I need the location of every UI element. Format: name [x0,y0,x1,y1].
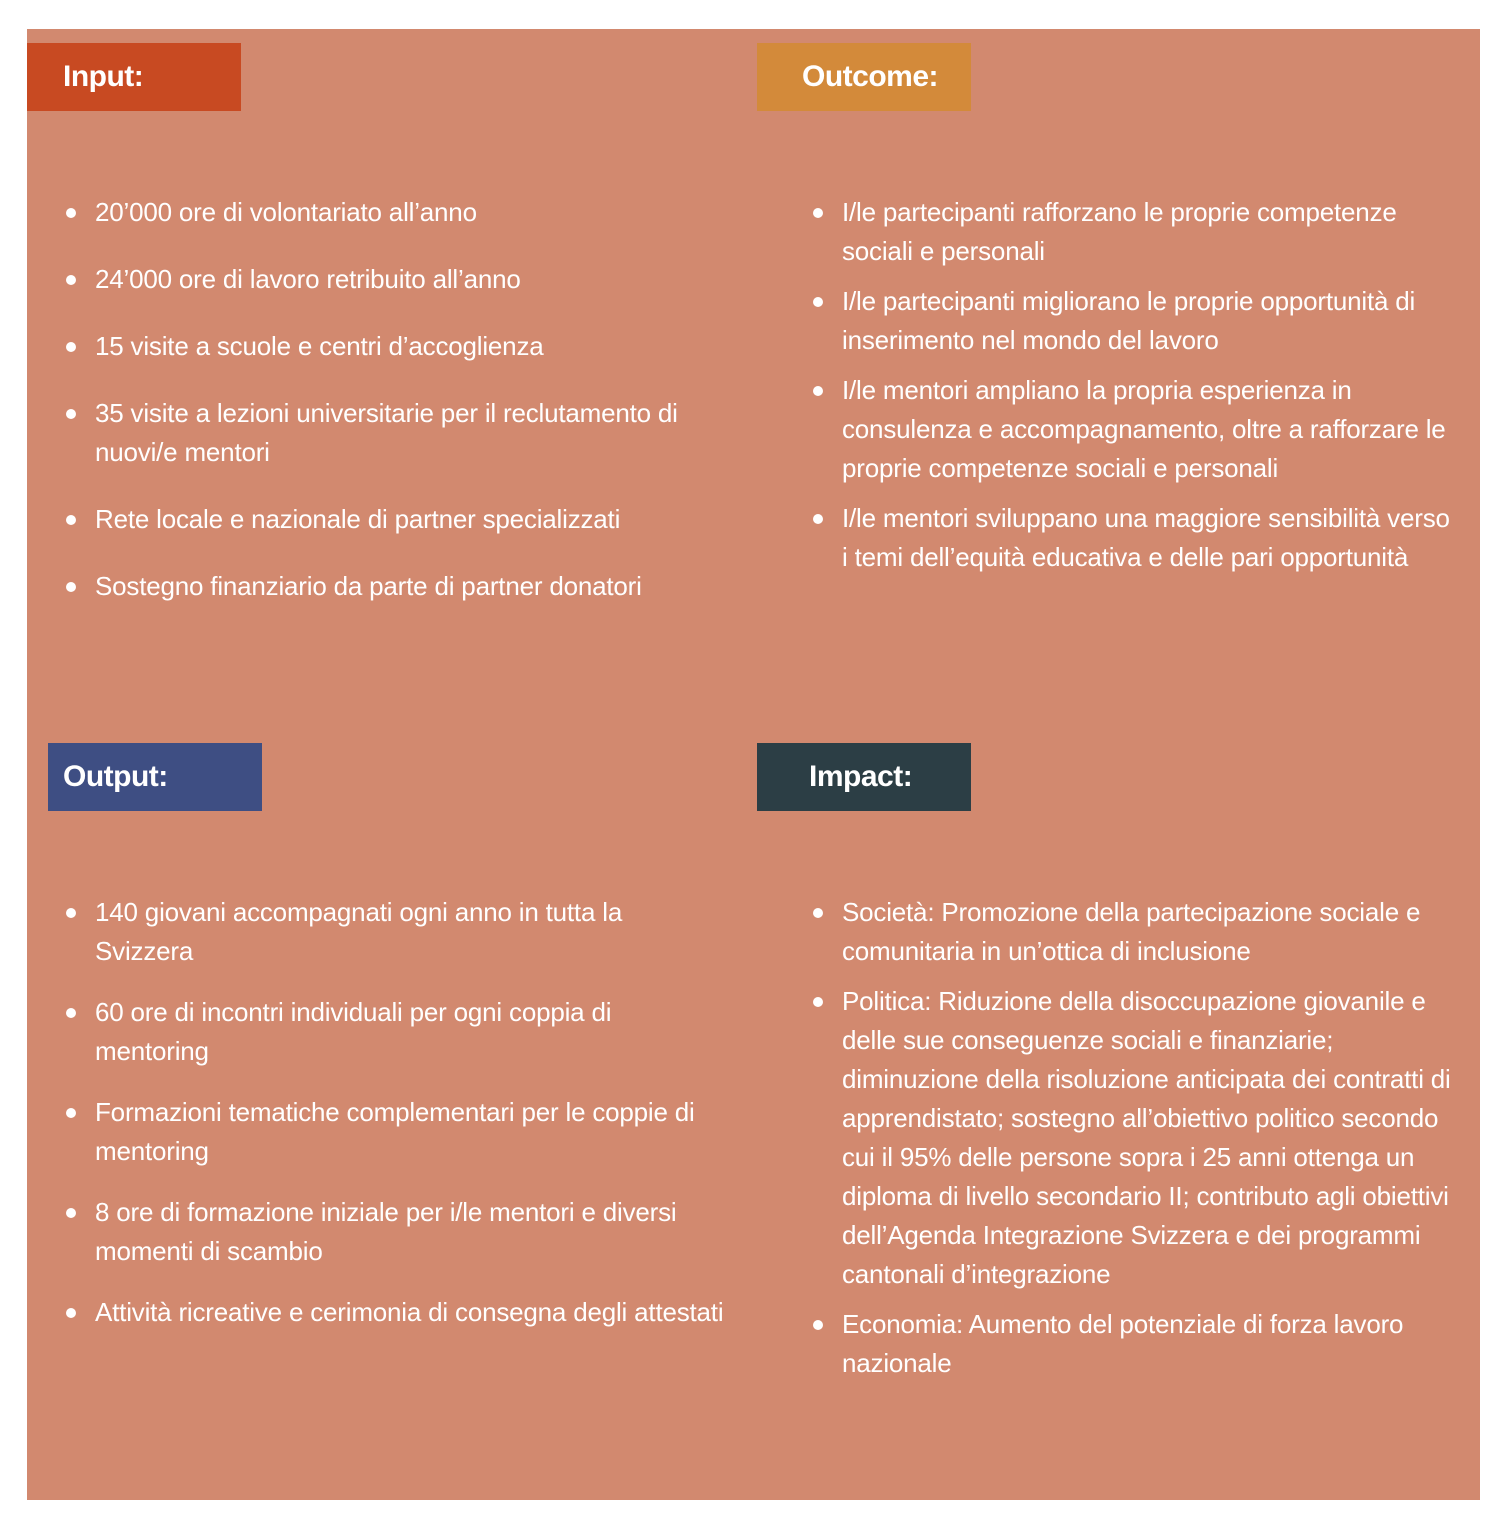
outcome-item: I/le mentori ampliano la propria esperienza in consulenza e accompagnamento, oltre a rafforzare le proprie competenze sociali e personali [811,371,1461,488]
impact-heading: Impact: [757,743,971,811]
input-heading: Input: [27,43,241,111]
output-item: 8 ore di formazione iniziale per i/le mentori e diversi momenti di scambio [64,1193,724,1271]
input-item: 15 visite a scuole e centri d’accoglienza [64,327,724,366]
output-item: Attività ricreative e cerimonia di consegna degli attestati [64,1293,724,1332]
output-heading: Output: [48,743,262,811]
input-item: Rete locale e nazionale di partner specializzati [64,500,724,539]
impact-item: Politica: Riduzione della disoccupazione giovanile e delle sue conseguenze sociali e finanziarie; diminuzione della risoluzione anticipata dei contratti di apprendistato; sostegno all’obiettivo politico secondo cui il 95% delle persone sopra i 25 anni ottenga un diploma di livello secondario II; contributo agli obiettivi dell’Agenda Integrazione Svizzera e dei programmi cantonali d’integrazione [811,982,1461,1294]
input-item: 20’000 ore di volontariato all’anno [64,193,724,232]
input-item: 35 visite a lezioni universitarie per il reclutamento di nuovi/e mentori [64,394,724,472]
outcome-heading: Outcome: [757,43,971,111]
input-list [64,193,724,634]
input-item: Sostegno finanziario da parte di partner donatori [64,567,724,606]
impact-list [811,893,1461,1394]
outcome-item: I/le partecipanti rafforzano le proprie competenze sociali e personali [811,193,1461,271]
output-item: 140 giovani accompagnati ogni anno in tutta la Svizzera [64,893,724,971]
outcome-item: I/le partecipanti migliorano le proprie opportunità di inserimento nel mondo del lavoro [811,282,1461,360]
output-list [64,893,724,1354]
output-item: Formazioni tematiche complementari per le coppie di mentoring [64,1093,724,1171]
impact-item: Economia: Aumento del potenziale di forza lavoro nazionale [811,1305,1461,1383]
outcome-list [811,193,1461,588]
outcome-item: I/le mentori sviluppano una maggiore sensibilità verso i temi dell’equità educativa e delle pari opportunità [811,499,1461,577]
impact-item: Società: Promozione della partecipazione sociale e comunitaria in un’ottica di inclusione [811,893,1461,971]
output-item: 60 ore di incontri individuali per ogni coppia di mentoring [64,993,724,1071]
input-item: 24’000 ore di lavoro retribuito all’anno [64,260,724,299]
